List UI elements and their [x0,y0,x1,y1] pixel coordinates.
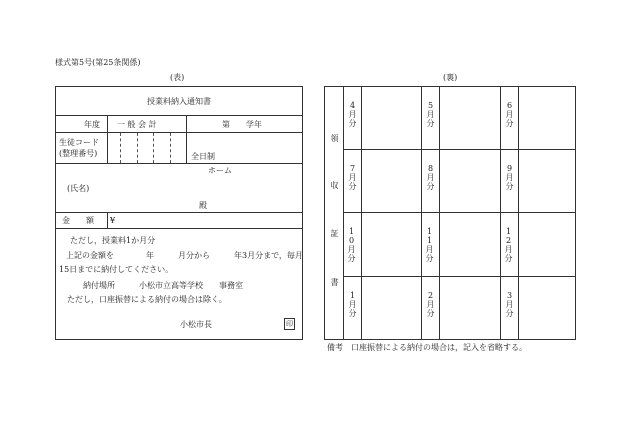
yen-symbol: ¥ [110,216,116,225]
receipt-char-3: 証 [330,229,339,238]
month-label: 6月分 [505,101,514,128]
seal-stamp: 印 [286,320,293,328]
note-line-5: ただし，口座振替による納付の場合は除く。 [67,295,227,304]
seito-code-label: 生徒コード [59,138,99,147]
month-label: 8月分 [426,164,435,191]
month-label: 9月分 [505,164,514,191]
kaikei-label: 一 般 会 計 [117,120,157,129]
front-side-label: (表) [170,73,185,82]
grade-label: 第 学年 [222,120,262,129]
month-label: 4月分 [348,101,357,128]
month-label: 1月分 [348,291,357,318]
month-label: 10月分 [347,227,356,263]
mayor-label: 小松市長 [180,320,212,329]
month-label: 7月分 [348,164,357,191]
month-label: 12月分 [504,227,513,263]
back-remark: 備考 口座振替による納付の場合は，記入を省略する。 [327,343,527,352]
month-label: 3月分 [505,291,514,318]
zennichisei-label: 全日制 [191,152,215,161]
month-label: 5月分 [426,101,435,128]
month-label: 11月分 [425,227,434,263]
nendo-label: 年度 [84,120,100,129]
notice-title: 授業料納入通知書 [147,97,211,106]
note-line-3: 15日までに納付してください。 [59,265,174,274]
receipt-char-2: 収 [330,181,339,190]
kingaku-label: 金 額 [62,216,94,225]
note-line-4: 納付場所 小松市立高等学校 事務室 [83,281,243,290]
receipt-char-1: 領 [330,134,339,143]
back-side-label: (裏) [443,73,458,82]
home-label: ホーム [208,166,232,175]
form-id: 様式第5号(第25条関係) [55,58,141,67]
month-label: 2月分 [426,291,435,318]
shimei-label: (氏名) [67,184,90,193]
seiri-bango-label: (整理番号) [59,149,98,158]
note-line-2: 上記の金額を 年 月分から 年3月分まで，毎月 [66,251,303,260]
note-line-1: ただし，授業料1か月分 [70,236,156,245]
receipt-char-4: 書 [330,278,339,287]
dono-label: 殿 [199,201,207,210]
